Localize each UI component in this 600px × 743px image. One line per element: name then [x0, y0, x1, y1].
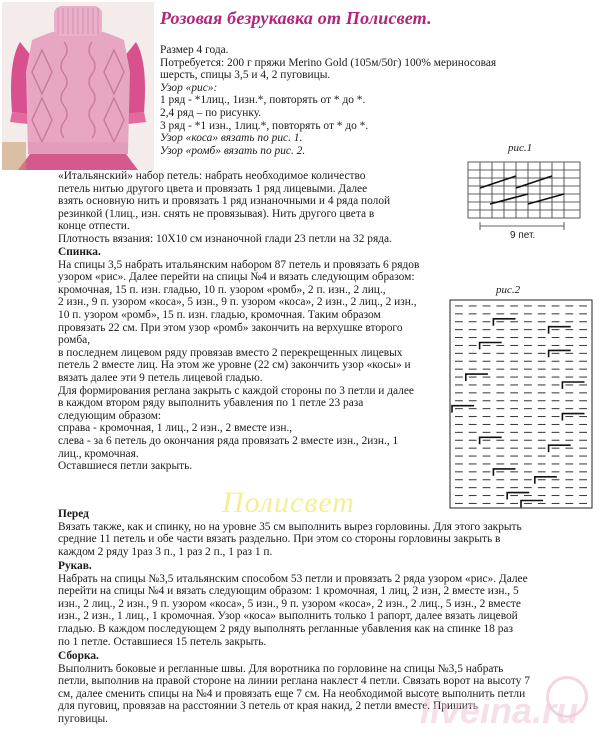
front-heading: Перед — [58, 508, 89, 520]
intro-diamond: Узор «ромб» вязать по рис. 2. — [160, 144, 306, 157]
front-line: Вязать также, как и спинку, но на уровне 35 см выполнить вырез горловины. Для этого закрыть — [58, 520, 522, 533]
author-watermark: Полисвет — [222, 486, 355, 519]
italian-caston-block — [58, 170, 392, 246]
back-line: в последнем лицевом ряду провязав вместо 2 перекрещенных лицевых — [58, 346, 403, 359]
assembly-line: см, далее сменить спицы на №4 и провязать еще 7 см. На необходимой высоте выполнить петли — [58, 687, 526, 700]
back-line: провязать 22 см. При этом узор «ромб» закончить на верхушке второго — [58, 321, 403, 334]
intro-cable: Узор «коса» вязать по рис. 1. — [160, 132, 303, 145]
back-line: справа - кромочная, 1 лиц., 2 изн., 2 вместе изн., — [58, 422, 293, 435]
fig1-caption: 9 пет. — [510, 230, 536, 241]
assembly-line: для пуговиц, провязав на расстоянии 3 петель от края накид, 2 петли вместе. Пришить — [58, 700, 479, 713]
sleeve-heading: Рукав. — [58, 560, 92, 572]
intro-block — [160, 44, 496, 157]
vest-photo-image — [2, 2, 154, 170]
assembly-line: петли, выполнив на правой стороне на линии реглана наклест 4 петли. Связать ворот на высоту 7 — [58, 675, 530, 688]
caston-line: «Итальянский» набор петель: набрать необходимое количество — [58, 170, 366, 182]
gauge-line: Плотность вязания: 10Х10 см изнаночной глади 23 петли на 32 ряда. — [58, 232, 392, 245]
back-line: 10 п. узором «ромб», 15 п. изн. гладью, кромочная. Таким образом — [58, 308, 381, 321]
back-line: петель 2 вместе лиц. На этом же уровне (22 см) закончить узор «косы» и — [58, 359, 411, 372]
site-watermark: liveina.ru — [420, 690, 579, 731]
vest-photo — [2, 2, 154, 170]
back-line: На спицы 3,5 набрать итальянским набором 87 петель и провязать 6 рядов — [58, 258, 420, 271]
back-line: лиц., кромочная. — [58, 447, 139, 460]
assembly-line: Выполнить боковые и регланные швы. Для воротника по горловине на спицы №3,5 набрать — [58, 662, 504, 675]
caston-line: взять основную нить и провязать 1 ряд изнаночными и 4 ряда полой — [58, 195, 391, 208]
back-line: Для формирования реглана закрыть с каждой стороны по 3 петли и далее — [58, 384, 414, 397]
back-line: вязать далее эти 9 петель лицевой гладью. — [58, 371, 263, 384]
assembly-heading: Сборка. — [58, 650, 99, 662]
intro-materials: Потребуется: 200 г пряжи Merino Gold (105м/50г) 100% мериносовая — [160, 56, 497, 69]
fig1-cable-diagram — [460, 158, 590, 249]
caston-line: петель нитью другого цвета и провязать 1 ряд лицевыми. Далее — [58, 182, 368, 195]
fig1-label: рис.1 — [508, 142, 533, 154]
fig2-diamond-diagram — [448, 298, 594, 515]
sleeve-line: Набрать на спицы №3,5 итальянским способом 53 петли и провязать 2 ряда узором «рис». Далее — [58, 572, 528, 585]
back-line: следующим образом: — [58, 409, 162, 422]
sleeve-line: гладью. В каждом последующем 2 ряду выполнять регланные убавления как на спинке 18 раз — [58, 622, 513, 635]
assembly-line: пуговицы. — [58, 712, 108, 725]
back-line: ромба, — [58, 334, 91, 347]
sleeve-line: изн., 2 лиц., 2 изн., 9 п. узором «коса», 5 изн., 9 п. узором «коса», 2 изн., 2 лиц., 5 изн., 2 вместе — [58, 597, 521, 610]
fig2-label: рис.2 — [496, 284, 521, 296]
intro-materials-2: шерсть, спицы 3,5 и 4, 2 пуговицы. — [160, 69, 331, 82]
back-line: 2 изн., 9 п. узором «коса», 5 изн., 9 п. узором «коса», 2 изн., 2 лиц., 2 изн., — [58, 296, 417, 309]
intro-row-2: 2,4 ряд – по рисунку. — [160, 106, 262, 119]
caston-line: конце отпести. — [58, 220, 130, 233]
site-logo-icon — [546, 676, 588, 718]
front-line: средние 11 петель и обе части вязать раздельно. При этом со стороны горловины закрыть в — [58, 533, 501, 546]
caston-line: резинкой (1лиц., изн. снять не провязывая). Нить другого цвета в — [58, 207, 375, 220]
back-line: слева - за 6 петель до окончания ряда провязать 2 вместе изн., 2изн., 1 — [58, 434, 399, 447]
fig2-grid — [448, 298, 594, 510]
back-line: Оставшиеся петли закрыть. — [58, 460, 193, 473]
page-title: Розовая безрукавка от Полисвет. — [160, 8, 432, 28]
sleeve-line: по 1 петле. Оставшиеся 15 петель закрыть. — [58, 635, 267, 648]
intro-size: Размер 4 года. — [160, 44, 229, 56]
sleeve-line: перейти на спицы №4 и вязать следующим образом: 1 кромочная, 1 лиц, 2 изн, 2 вместе изн., 5 — [58, 585, 519, 598]
intro-row-3: 3 ряд - *1 изн., 1лиц.*, повторять от * до *. — [160, 119, 369, 132]
sleeve-line: изн., 2 изн., 1 лиц., 1 кромочная. Узор «коса» выполнить только 1 рапорт, далее вязать лицевой — [58, 610, 518, 623]
back-heading: Спинка. — [58, 246, 101, 258]
back-line: в каждом втором ряду выполнить убавления по 1 петле 23 раза — [58, 397, 364, 410]
front-line: каждом 2 ряду 1раз 3 п., 1 раз 2 п., 1 раз 1 п. — [58, 545, 273, 558]
sleeve-section — [58, 560, 528, 648]
back-line: кромочная, 15 п. изн. гладью, 10 п. узором «ромб», 2 п. изн., 2 лиц., — [58, 283, 386, 296]
intro-row-1: 1 ряд - *1лиц., 1изн.*, повторять от * до *. — [160, 94, 366, 107]
back-section — [58, 246, 419, 473]
intro-pattern-heading: Узор «рис»: — [160, 81, 218, 94]
back-line: узором «рис». Далее перейти на спицы №4 и вязать следующим образом: — [58, 271, 415, 284]
